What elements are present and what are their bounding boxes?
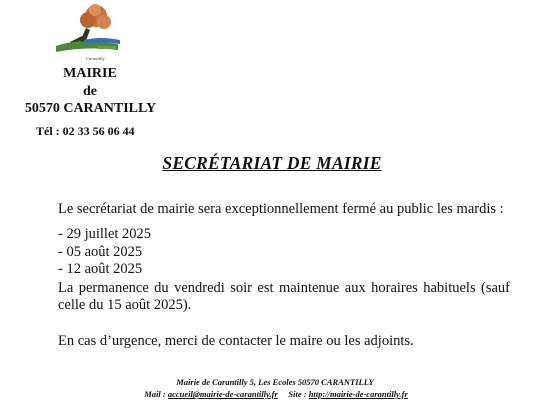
mail-label: Mail :	[144, 389, 168, 399]
closure-date: - 12 août 2025	[58, 261, 143, 277]
intro-text: Le secrétariat de mairie sera exceptionnellement fermé au public les mardis :	[58, 201, 504, 217]
telephone: Tél : 02 33 56 06 44	[36, 124, 135, 138]
closure-date: - 29 juillet 2025	[58, 226, 152, 242]
page-title: SECRÉTARIAT DE MAIRIE	[162, 153, 382, 173]
footer-address: Mairie de Carantilly 5, Les Ecoles 50570 CARANTILLY	[176, 377, 374, 387]
closure-dates-list	[58, 226, 151, 279]
closure-date: - 05 août 2025	[58, 243, 143, 260]
footer-contact	[138, 389, 414, 399]
site-label: Site :	[288, 389, 309, 399]
commune-name: 50570 CARANTILLY	[24, 101, 157, 116]
urgence-text: En cas d’urgence, merci de contacter le maire ou les adjoints.	[58, 333, 414, 349]
mail-link[interactable]: accueil@mairie-de-carantilly.fr	[167, 389, 278, 399]
mairie-heading: MAIRIE	[63, 66, 117, 81]
logo-caption: Carantilly	[86, 56, 105, 61]
site-link[interactable]: http://mairie-de-carantilly.fr	[308, 389, 408, 399]
permanence-paragraph: La permanence du vendredi soir est maintenue aux horaires habituels (sauf celle du 15 août 2025).	[58, 280, 510, 313]
mairie-de: de	[83, 84, 97, 99]
village-tree-logo	[48, 2, 128, 64]
